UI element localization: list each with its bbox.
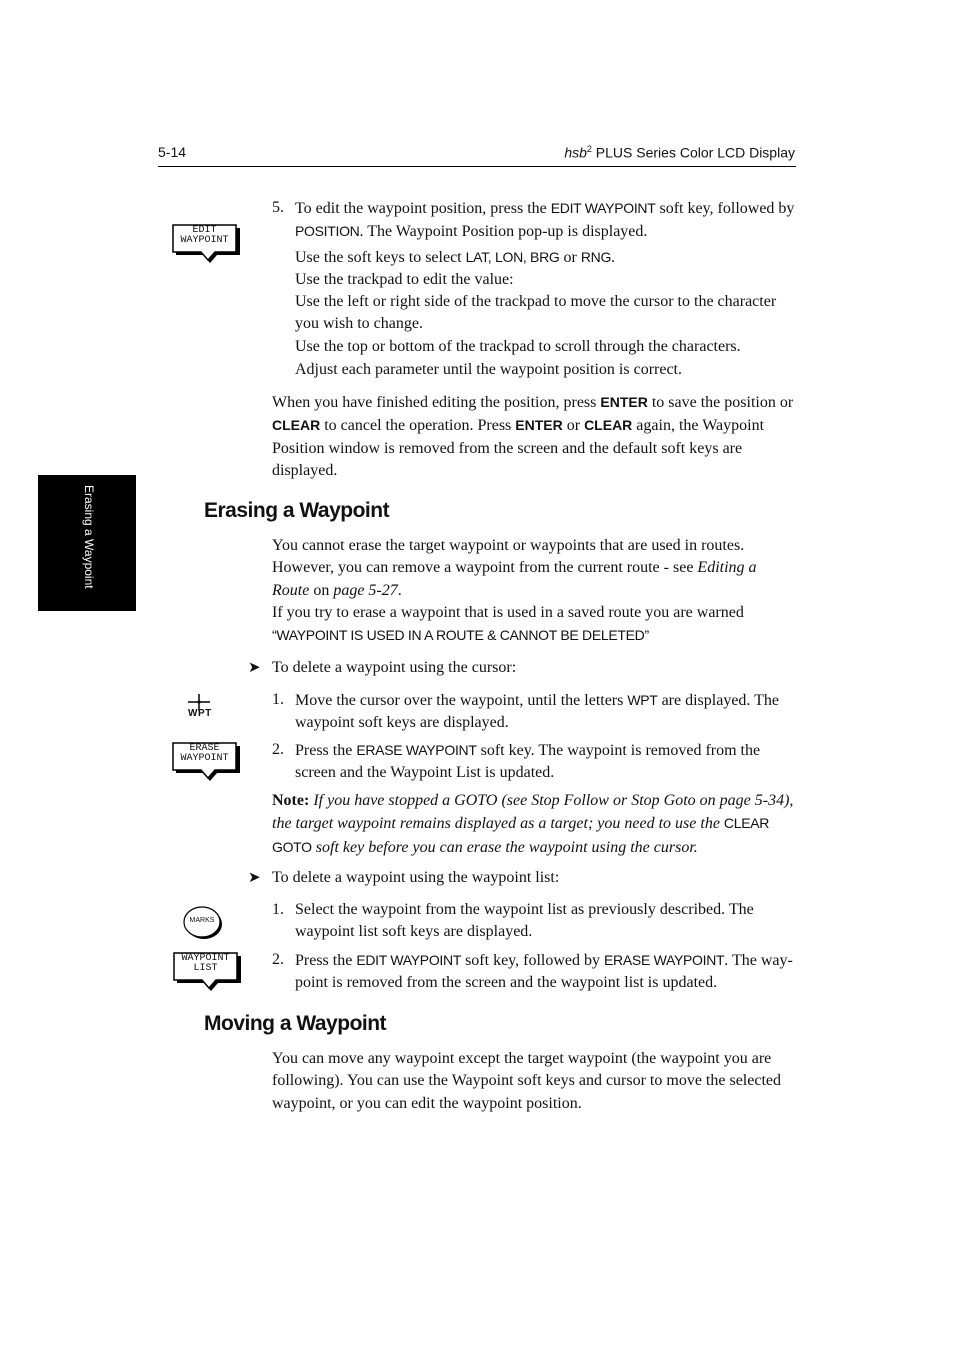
marks-button-label: MARKS <box>189 917 215 924</box>
instruction-text: Use the soft keys to select <box>295 249 466 266</box>
page-number: 5-14 <box>158 144 187 160</box>
erase-waypoint-softkey-icon <box>172 742 240 782</box>
marks-button-icon <box>182 905 224 941</box>
note-text: soft key before you can erase the waypoint using the cursor. <box>311 838 698 856</box>
erasing-paragraph-1 <box>272 535 796 602</box>
step-text: soft key, followed by <box>655 200 795 217</box>
instruction-scroll: Use the top or bottom of the trackpad to scroll through the characters. <box>295 338 741 355</box>
brand-name: hsb <box>564 144 587 161</box>
paragraph-text: or <box>562 417 585 435</box>
instruction-trackpad: Use the trackpad to edit the value: <box>295 271 514 288</box>
instruction-text: or <box>559 249 581 266</box>
key-ref-clear: CLEAR <box>272 417 321 434</box>
erase-waypoint-key-line2: WAYPOINT <box>180 753 229 764</box>
step-text: . The Waypoint Position pop-up is displayed. <box>359 223 648 241</box>
step-text: soft key. The waypoint is removed from the screen and the Waypoint List is updated. <box>295 742 761 782</box>
edit-waypoint-key-line2: WAYPOINT <box>180 235 229 246</box>
list-step-1 <box>272 899 796 944</box>
use-softkeys-instruction <box>295 246 795 269</box>
warning-message: “WAYPOINT IS USED IN A ROUTE & CANNOT BE DELETED” <box>272 627 649 644</box>
finish-editing-paragraph <box>272 391 796 483</box>
intro-text: To delete a waypoint using the cursor: <box>272 659 517 676</box>
chapter-side-tab-label: Erasing a Waypoint <box>82 485 96 589</box>
cross-ref-editing-a-route: Editing a Route <box>272 559 757 599</box>
softkey-ref-position: POSITION <box>295 223 360 240</box>
arrow-bullet-icon: ➤ <box>248 660 261 676</box>
step-text: are displayed. The waypoint soft keys are displayed. <box>295 692 780 732</box>
edit-waypoint-softkey-icon <box>172 224 240 264</box>
cross-ref-page: page 5-27 <box>333 581 398 599</box>
note-paragraph <box>272 790 796 859</box>
waypoint-list-key-line2: LIST <box>193 963 218 974</box>
erase-waypoint-key-line1: ERASE <box>189 743 220 754</box>
step-text: Move the cursor over the waypoint, until the letters <box>295 692 628 709</box>
paragraph-text: You cannot erase the target waypoint or waypoints that are used in routes. However, you can remove a waypoint from the current route - see <box>272 537 745 577</box>
instruction-cursor-move: Use the left or right side of the trackpad to move the cursor to the character you wish to change. <box>295 293 777 333</box>
step-text: To edit the waypoint position, press the <box>295 200 551 217</box>
brand-superscript: 2 <box>586 144 592 154</box>
step-text: Select the waypoint from the waypoint list as previously described. The waypoint list soft keys are displayed. <box>295 901 754 941</box>
note-label: Note: <box>272 792 310 809</box>
section-heading-erasing: Erasing a Waypoint <box>204 499 390 522</box>
note-text: If you have stopped a GOTO (see Stop Follow or Stop Goto on page 5-34), the target waypoint remains displayed as a target; you need to use the <box>272 792 794 833</box>
paragraph-text: . <box>397 581 402 599</box>
step-number: 1. <box>272 901 284 918</box>
key-ref-enter: ENTER <box>600 394 648 410</box>
instruction-text: . <box>611 249 616 266</box>
step-text: . The way-point is removed from the screen and the waypoint list is updated. <box>295 952 793 992</box>
paragraph-text: again, the Waypoint Position window is removed from the screen and the default soft keys are displayed. <box>272 417 765 480</box>
step-number: 2. <box>272 951 284 968</box>
step-text: soft key, followed by <box>461 952 605 969</box>
paragraph-text: If you try to erase a waypoint that is used in a saved route you are warned <box>272 604 744 621</box>
arrow-bullet-icon: ➤ <box>248 870 261 886</box>
intro-text: To delete a waypoint using the waypoint list: <box>272 869 560 886</box>
step-number: 2. <box>272 741 284 758</box>
softkey-ref-edit-waypoint: EDIT WAYPOINT <box>550 200 656 216</box>
key-ref-clear: CLEAR <box>584 417 633 434</box>
erasing-paragraph-2 <box>272 602 796 648</box>
moving-paragraph: You can move any waypoint except the target waypoint (the waypoint you are following). You can use the Waypoint soft keys and cursor to move the selected waypoint, or you can edit the waypoint position. <box>272 1050 781 1112</box>
softkey-ref-clear-goto: CLEAR GOTO <box>272 815 770 855</box>
document-title <box>564 144 795 161</box>
document-title-rest: PLUS Series Color LCD Display <box>591 144 795 161</box>
key-ref-enter: ENTER <box>515 417 563 434</box>
header-rule <box>158 166 796 167</box>
edit-waypoint-key-line1: EDIT <box>192 225 217 236</box>
step-text: Press the <box>295 952 357 969</box>
softkey-ref-erase-waypoint: ERASE WAYPOINT <box>356 742 477 758</box>
waypoint-list-softkey-icon <box>173 952 241 992</box>
softkey-ref-lat-lon-brg: LAT, LON, BRG <box>465 249 560 265</box>
paragraph-text: When you have finished editing the position, press <box>272 394 601 411</box>
step-number: 1. <box>272 691 284 708</box>
step-number: 5. <box>272 199 284 216</box>
softkey-ref-rng: RNG <box>580 249 612 265</box>
cursor-method-intro <box>248 657 516 679</box>
list-step-2 <box>272 949 796 995</box>
cursor-step-2 <box>272 739 796 785</box>
paragraph-text: to save the position or <box>647 394 794 411</box>
paragraph-text: to cancel the operation. Press <box>320 417 516 435</box>
wpt-cursor-label: WPT <box>188 708 212 719</box>
paragraph-text: on <box>309 581 334 599</box>
instruction-adjust: Adjust each parameter until the waypoint position is correct. <box>295 361 682 378</box>
softkey-ref-edit-waypoint: EDIT WAYPOINT <box>356 952 462 968</box>
step-text: Press the <box>295 742 357 759</box>
softkey-ref-erase-waypoint: ERASE WAYPOINT <box>604 952 725 968</box>
wpt-cursor-icon <box>186 693 212 721</box>
cursor-step-1 <box>272 689 796 735</box>
waypoint-list-key-line1: WAYPOINT <box>181 953 230 964</box>
label-ref-wpt: WPT <box>627 692 658 708</box>
section-heading-moving: Moving a Waypoint <box>204 1012 387 1035</box>
chapter-side-tab <box>38 475 136 611</box>
list-method-intro <box>248 867 559 889</box>
step-5 <box>272 197 796 244</box>
